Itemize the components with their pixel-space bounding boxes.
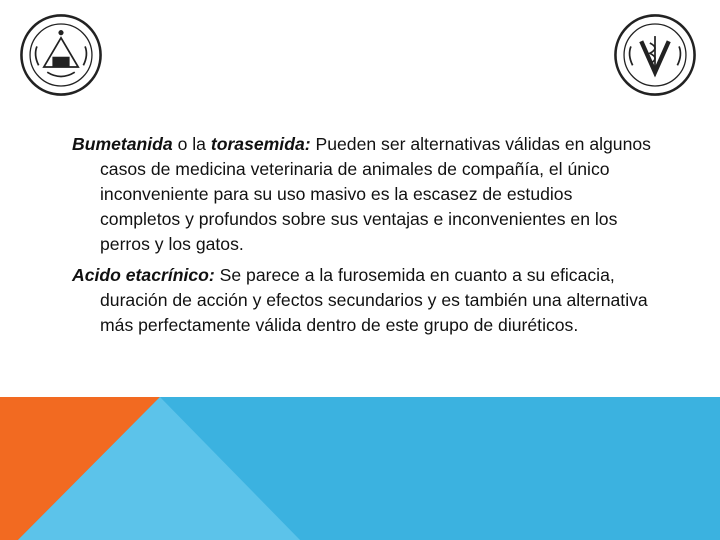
slide-body	[72, 132, 652, 344]
term-bumetanida: Bumetanida	[72, 134, 173, 154]
term-acido-etacrinico: Acido etacrínico:	[72, 265, 215, 285]
decorative-color-band	[0, 397, 720, 540]
university-seal-icon	[18, 12, 104, 98]
university-seal-graphic	[18, 12, 104, 98]
term-torasemida: torasemida:	[210, 134, 311, 154]
connector-text: o la	[172, 134, 211, 154]
veterinary-seal-graphic	[612, 12, 698, 98]
paragraph-bumetanida	[72, 132, 652, 257]
veterinary-seal-icon	[612, 12, 698, 98]
paragraph-bumetanida-text: Pueden ser alternativas válidas en algunos casos de medicina veterinaria de animales de compañía, el único inconveniente para su uso masivo es la escasez de estudios completos y profundos sobre sus ventajas e inconvenientes en los perros y los gatos.	[100, 134, 651, 254]
paragraph-acido-etacrinico-text: Se parece a la furosemida en cuanto a su eficacia, duración de acción y efectos secundarios y es también una alternativa más perfectamente válida dentro de este grupo de diuréticos.	[100, 265, 648, 335]
paragraph-acido-etacrinico	[72, 263, 652, 338]
color-band-graphic	[0, 397, 720, 540]
